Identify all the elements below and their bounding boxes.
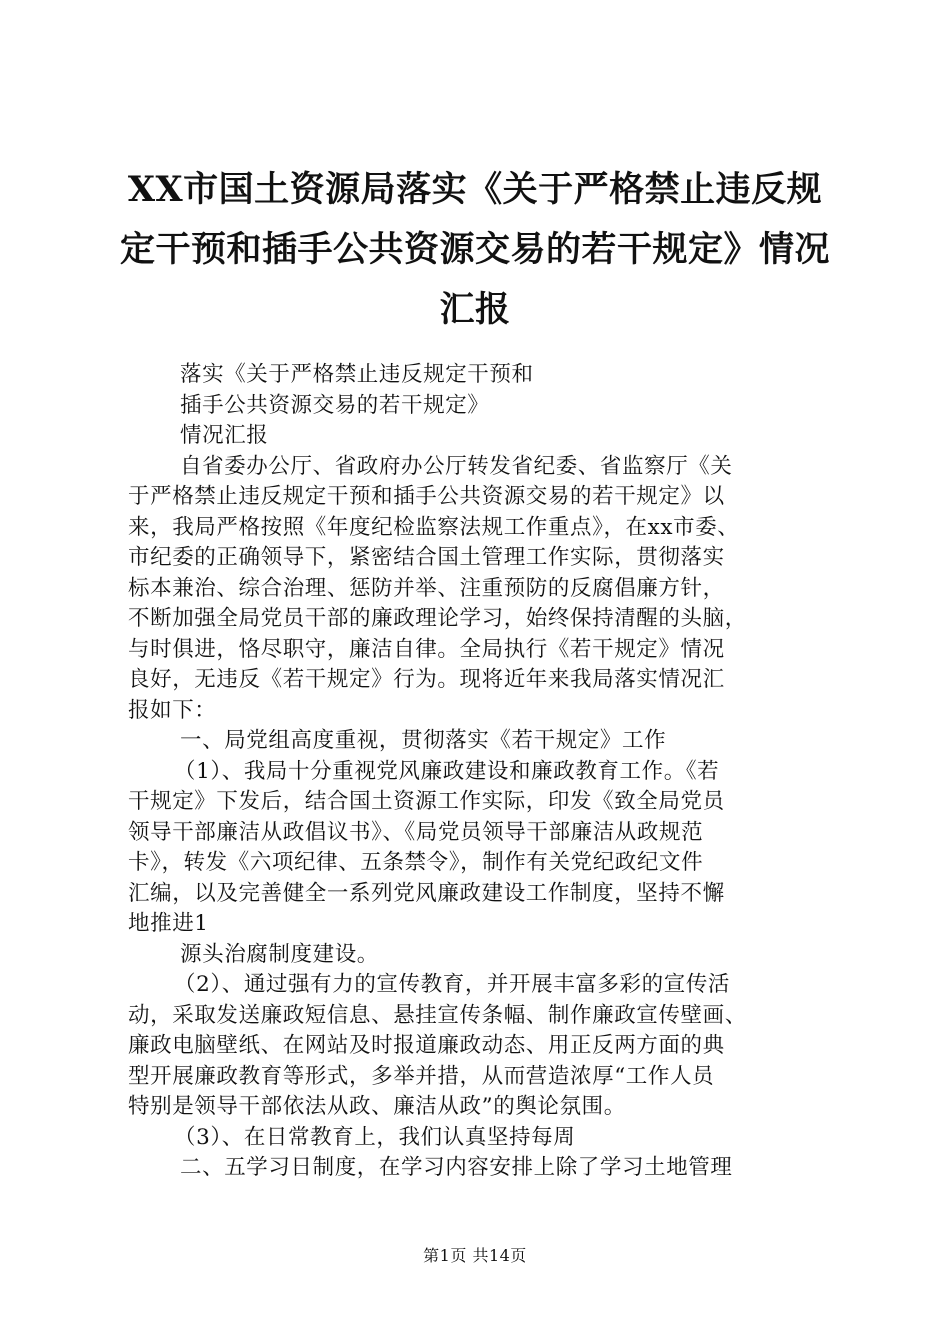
paragraph-line: 与时俱进，恪尽职守，廉洁自律。全局执行《若干规定》情况 — [128, 636, 725, 662]
document-title — [110, 160, 840, 340]
section-heading: 二、五学习日制度，在学习内容安排上除了学习土地管理 — [180, 1155, 733, 1180]
paragraph-line: 不断加强全局党员干部的廉政理论学习，始终保持清醒的头脑， — [128, 606, 747, 631]
paragraph-line: 自省委办公厅、省政府办公厅转发省纪委、省监察厅《关 — [180, 453, 733, 479]
paragraph-line: 地推进1 — [128, 911, 209, 936]
paragraph-line: （2）、通过强有力的宣传教育，并开展丰富多彩的宣传活 — [174, 972, 731, 997]
title-line: 定干预和插手公共资源交易的若干规定》情况 — [119, 229, 830, 270]
paragraph-line: 廉政电脑壁纸、在网站及时报道廉政动态、用正反两方面的典 — [128, 1033, 725, 1058]
paragraph-line: （1）、我局十分重视党风廉政建设和廉政教育工作。《若 — [174, 758, 720, 784]
paragraph-line: 市纪委的正确领导下，紧密结合国土管理工作实际，贯彻落实 — [128, 545, 725, 570]
paragraph-line: 标本兼治、综合治理、惩防并举、注重预防的反腐倡廉方针， — [128, 575, 725, 601]
title-line: 汇报 — [439, 289, 511, 330]
document-body — [128, 360, 838, 1184]
paragraph-line: 型开展廉政教育等形式，多举并措，从而营造浓厚“工作人员 — [128, 1063, 715, 1089]
subtitle-line: 情况汇报 — [180, 423, 269, 448]
subtitle-line: 插手公共资源交易的若干规定》 — [180, 392, 490, 418]
paragraph-line: 良好，无违反《若干规定》行为。现将近年来我局落实情况汇 — [128, 667, 725, 692]
paragraph-line: 干规定》下发后，结合国土资源工作实际，印发《致全局党员 — [128, 789, 725, 814]
subtitle-line: 落实《关于严格禁止违反规定干预和 — [180, 362, 534, 387]
section-heading: 一、局党组高度重视，贯彻落实《若干规定》工作 — [180, 728, 667, 753]
paragraph-line: 于严格禁止违反规定干预和插手公共资源交易的若干规定》以 — [128, 484, 725, 509]
paragraph-line: 领导干部廉洁从政倡议书》、《局党员领导干部廉洁从政规范 — [128, 819, 704, 845]
paragraph-line: 卡》，转发《六项纪律、五条禁令》，制作有关党纪政纪文件 — [128, 850, 704, 875]
paragraph-line: （3）、在日常教育上，我们认真坚持每周 — [174, 1124, 576, 1150]
paragraph-line: 源头治腐制度建设。 — [180, 941, 379, 967]
paragraph-line: 特别是领导干部依法从政、廉洁从政”的舆论氛围。 — [128, 1094, 626, 1119]
page-footer: 第1页 共14页 — [423, 1246, 527, 1265]
paragraph-line: 来，我局严格按照《年度纪检监察法规工作重点》，在xx市委、 — [128, 514, 740, 540]
paragraph-line: 报如下： — [128, 697, 217, 723]
paragraph-line: 动，采取发送廉政短信息、悬挂宣传条幅、制作廉政宣传壁画、 — [128, 1002, 747, 1028]
title-line: XX市国土资源局落实《关于严格禁止违反规 — [127, 169, 823, 210]
paragraph-line: 汇编，以及完善健全一系列党风廉政建设工作制度，坚持不懈 — [128, 880, 725, 906]
